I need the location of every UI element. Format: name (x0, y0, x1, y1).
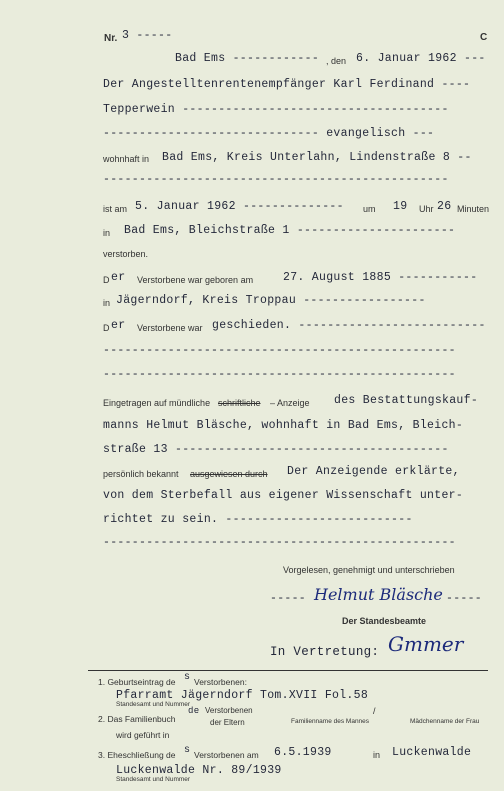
report-line-1: des Bestattungskauf- (334, 394, 479, 407)
f1-label: 1. Geburtseintrag de (98, 677, 176, 687)
vorgelesen-text: Vorgelesen, genehmigt und unterschrieben (283, 565, 455, 575)
place-text: Bad Ems ------------ (175, 52, 320, 65)
f3-small: Standesamt und Nummer (116, 776, 191, 783)
died-hour: 19 (393, 200, 408, 213)
f2-mann: Familienname des Mannes (291, 718, 370, 725)
standesbeamte-label: Der Standesbeamte (342, 616, 427, 626)
f2-de: de (188, 706, 200, 716)
f1-small: Standesamt und Nummer (116, 701, 191, 708)
report-label2: – Anzeige (270, 398, 310, 408)
born-date: 27. August 1885 ----------- (283, 271, 478, 284)
report-label: Eingetragen auf mündliche (103, 398, 211, 408)
died-date: 5. Januar 1962 -------------- (135, 200, 344, 213)
known-line-1: Der Anzeigende erklärte, (287, 465, 460, 478)
vertretung-label: In Vertretung: (270, 645, 380, 659)
uhr-label: Uhr (419, 204, 434, 214)
status-text: geschieden. -------------------------- (212, 319, 486, 332)
f1-value: Pfarramt Jägerndorf Tom.XVII Fol.58 (116, 689, 369, 702)
born-d: D (103, 275, 110, 285)
report-line-3: straße 13 -------------------------------------- (103, 443, 449, 456)
residence-label: wohnhaft in (103, 154, 150, 164)
dash-line-c: ------------------------------------------------- (103, 536, 456, 549)
date-text: 6. Januar 1962 --- (356, 52, 486, 65)
f3-date: 6.5.1939 (274, 746, 332, 759)
report-strike: schriftliche (218, 398, 261, 408)
f1-label2: Verstorbenen: (194, 677, 247, 687)
religion-line: ------------------------------ evangelisch --- (103, 127, 435, 140)
nr-label: Nr. (104, 33, 118, 44)
dash-line-b: ------------------------------------------------- (103, 368, 456, 381)
died-place: Bad Ems, Bleichstraße 1 ---------------------- (124, 224, 456, 237)
f2-verstorbenen: Verstorbenen (205, 706, 253, 715)
f3-place: Luckenwalde (392, 746, 472, 759)
name-line-2: Tepperwein ------------------------------------- (103, 103, 449, 116)
f1-s: s (184, 672, 191, 683)
f3-value: Luckenwalde Nr. 89/1939 (116, 764, 282, 777)
status-label: Verstorbene war (137, 323, 203, 333)
known-label: persönlich bekannt (103, 469, 179, 479)
known-line-2: von dem Sterbefall aus eigener Wissenschaft unter- (103, 489, 464, 502)
date-separator: , den (326, 56, 347, 66)
known-line-3: richtet zu sein. -------------------------- (103, 513, 413, 526)
f2-label: 2. Das Familienbuch (98, 714, 176, 724)
corner-letter: C (480, 32, 488, 43)
f2-eltern: der Eltern (210, 718, 245, 727)
minuten-label: Minuten (457, 204, 490, 214)
verstorben-label: verstorben. (103, 249, 149, 259)
signature-informant: Helmut Bläsche (314, 585, 443, 604)
f3-label2: Verstorbenen am (194, 750, 259, 760)
dash-line-a: ------------------------------------------------- (103, 344, 456, 357)
report-line-2: manns Helmut Bläsche, wohnhaft in Bad Ems, Bleich- (103, 419, 464, 432)
sig1-dash-right: ----- (446, 592, 483, 605)
name-line-1: Der Angestelltenrentenempfänger Karl Ferdinand ---- (103, 78, 471, 91)
um-label: um (363, 204, 376, 214)
sig1-dash-left: ----- (270, 592, 307, 605)
f2-frau: Mädchenname der Frau (410, 718, 480, 725)
died-label: ist am (103, 204, 128, 214)
born-er: er (111, 271, 126, 284)
died-in-label: in (103, 228, 111, 238)
nr-value: 3 ----- (122, 29, 173, 42)
signature-registrar: Gmmer (388, 632, 464, 656)
footer-rule (88, 670, 488, 671)
f3-label: 3. Eheschließung de (98, 750, 176, 760)
born-label: Verstorbene war geboren am (137, 275, 254, 285)
status-d: D (103, 323, 110, 333)
f2-slash: / (373, 706, 376, 716)
born-in-label: in (103, 298, 111, 308)
residence-text: Bad Ems, Kreis Unterlahn, Lindenstraße 8 -- (162, 151, 472, 164)
born-place: Jägerndorf, Kreis Troppau ----------------- (116, 294, 426, 307)
status-er: er (111, 319, 126, 332)
died-minute: 26 (437, 200, 452, 213)
residence-dashes: ------------------------------------------------ (103, 173, 449, 186)
known-strike: ausgewiesen durch (190, 469, 268, 479)
f3-s: s (184, 745, 191, 756)
f3-in: in (373, 750, 381, 760)
f2-label2: wird geführt in (116, 730, 170, 740)
